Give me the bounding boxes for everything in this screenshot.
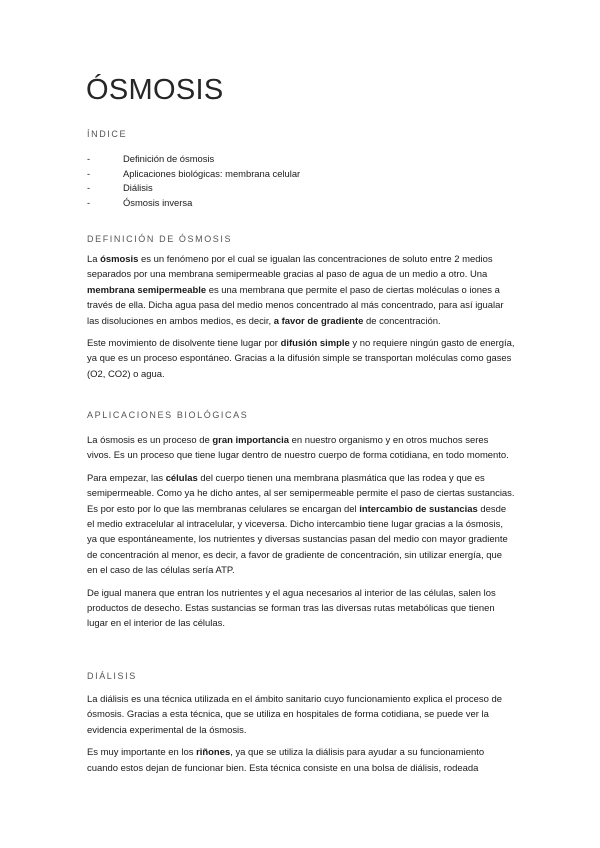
index-list — [87, 152, 300, 210]
bold-text: ósmosis — [100, 254, 139, 265]
section-heading-aplicaciones: APLICACIONES BIOLÓGICAS — [87, 410, 249, 420]
section-heading-definicion: DEFINICIÓN DE ÓSMOSIS — [87, 234, 233, 244]
bullet: - — [87, 196, 91, 208]
text: Es muy importante en los — [87, 747, 197, 759]
bullet: - — [87, 182, 91, 193]
index-item-label: Ósmosis inversa — [123, 196, 193, 208]
section-heading-dialisis: DIÁLISIS — [87, 671, 137, 681]
text: La ósmosis es un proceso de — [87, 435, 213, 446]
text: Para empezar, las — [87, 472, 166, 484]
bold-text: difusión simple — [280, 338, 350, 350]
bold-text: intercambio de sustancias — [359, 503, 478, 515]
text: y no requiere ningún gasto de energía, ya que es un proceso espontáneo. Gracias a la difusión simple se transportan moléculas como gases (O2, CO2) o agua. — [87, 338, 515, 380]
paragraph — [87, 471, 515, 579]
index-item-label: Definición de ósmosis — [123, 153, 215, 164]
index-item-label: Aplicaciones biológicas: membrana celular — [123, 167, 301, 179]
text: del cuerpo tienen una membrana plasmática que las rodea y que es semipermeable. Como ya he dicho antes, al ser semipermeable permite el paso de ciertas sustancias. Es por esto por lo que las membranas celulares se encargan del — [87, 472, 515, 515]
text: es una membrana que permite el paso de ciertas moléculas o iones a través de ella. Dicha agua pasa del medio menos concentrado al más concentrado, para así igualar las disoluciones en ambos medios, es decir, — [87, 284, 504, 327]
section-aplicaciones — [87, 433, 515, 639]
text: desde el medio extracelular al intracelular, y viceversa. Dicho intercambio tiene lugar gracias a la ósmosis, ya que espontáneamente, los nutrientes y diversas sustancias pasan del medio con mayor gradiente de concentración al menor, es decir, a favor de gradiente de concentración, sin utilizar energía, que en el caso de las células sería ATP. — [87, 503, 508, 577]
index-item-label: Diálisis — [123, 182, 153, 193]
text: Este movimiento de disolvente tiene lugar por — [87, 338, 281, 350]
paragraph — [87, 336, 515, 382]
bold-text: a favor de gradiente — [273, 315, 364, 327]
bold-text: gran importancia — [212, 435, 289, 446]
bullet: - — [87, 153, 91, 164]
section-dialisis — [87, 692, 515, 783]
text: De igual manera que entran los nutrientes y el agua necesarios al interior de las células, salen los productos de desecho. Estas sustancias se forman tras las diversas rutas metabólicas que tienen lugar en el interior de las células. — [87, 587, 496, 630]
paragraph — [87, 586, 515, 632]
paragraph — [87, 692, 515, 738]
document-title: ÓSMOSIS — [86, 74, 224, 106]
paragraph — [87, 433, 515, 464]
text: de concentración. — [363, 315, 441, 327]
text: La — [87, 254, 101, 265]
bold-text: riñones — [196, 747, 231, 759]
index-heading: ÍNDICE — [87, 129, 128, 139]
text: en nuestro organismo y en otros muchos seres vivos. Es un proceso que tiene lugar dentro de nuestro cuerpo de forma cotidiana, en todo momento. — [87, 435, 509, 462]
index-item — [87, 152, 300, 167]
index-item — [87, 167, 300, 182]
bold-text: células — [165, 472, 198, 484]
text: , ya que se utiliza la diálisis para ayudar a su funcionamiento cuando estos dejan de funcionar bien. Esta técnica consiste en una bolsa de diálisis, rodeada — [87, 747, 485, 774]
paragraph — [87, 252, 515, 329]
text: La diálisis es una técnica utilizada en el ámbito sanitario cuyo funcionamiento explica el proceso de ósmosis. Gracias a esta técnica, que se utiliza en hospitales de forma cotidiana, se puede ver la evidencia experimental de la ósmosis. — [87, 694, 502, 736]
index-item — [87, 196, 300, 211]
section-definicion — [87, 252, 515, 389]
paragraph — [87, 745, 515, 776]
index-item — [87, 181, 300, 196]
text: es un fenómeno por el cual se igualan las concentraciones de soluto entre 2 medios separados por una membrana semipermeable gracias al paso de agua de un medio a otro. Una — [87, 254, 493, 281]
bold-text: membrana semipermeable — [87, 284, 207, 296]
bullet: - — [87, 167, 91, 179]
